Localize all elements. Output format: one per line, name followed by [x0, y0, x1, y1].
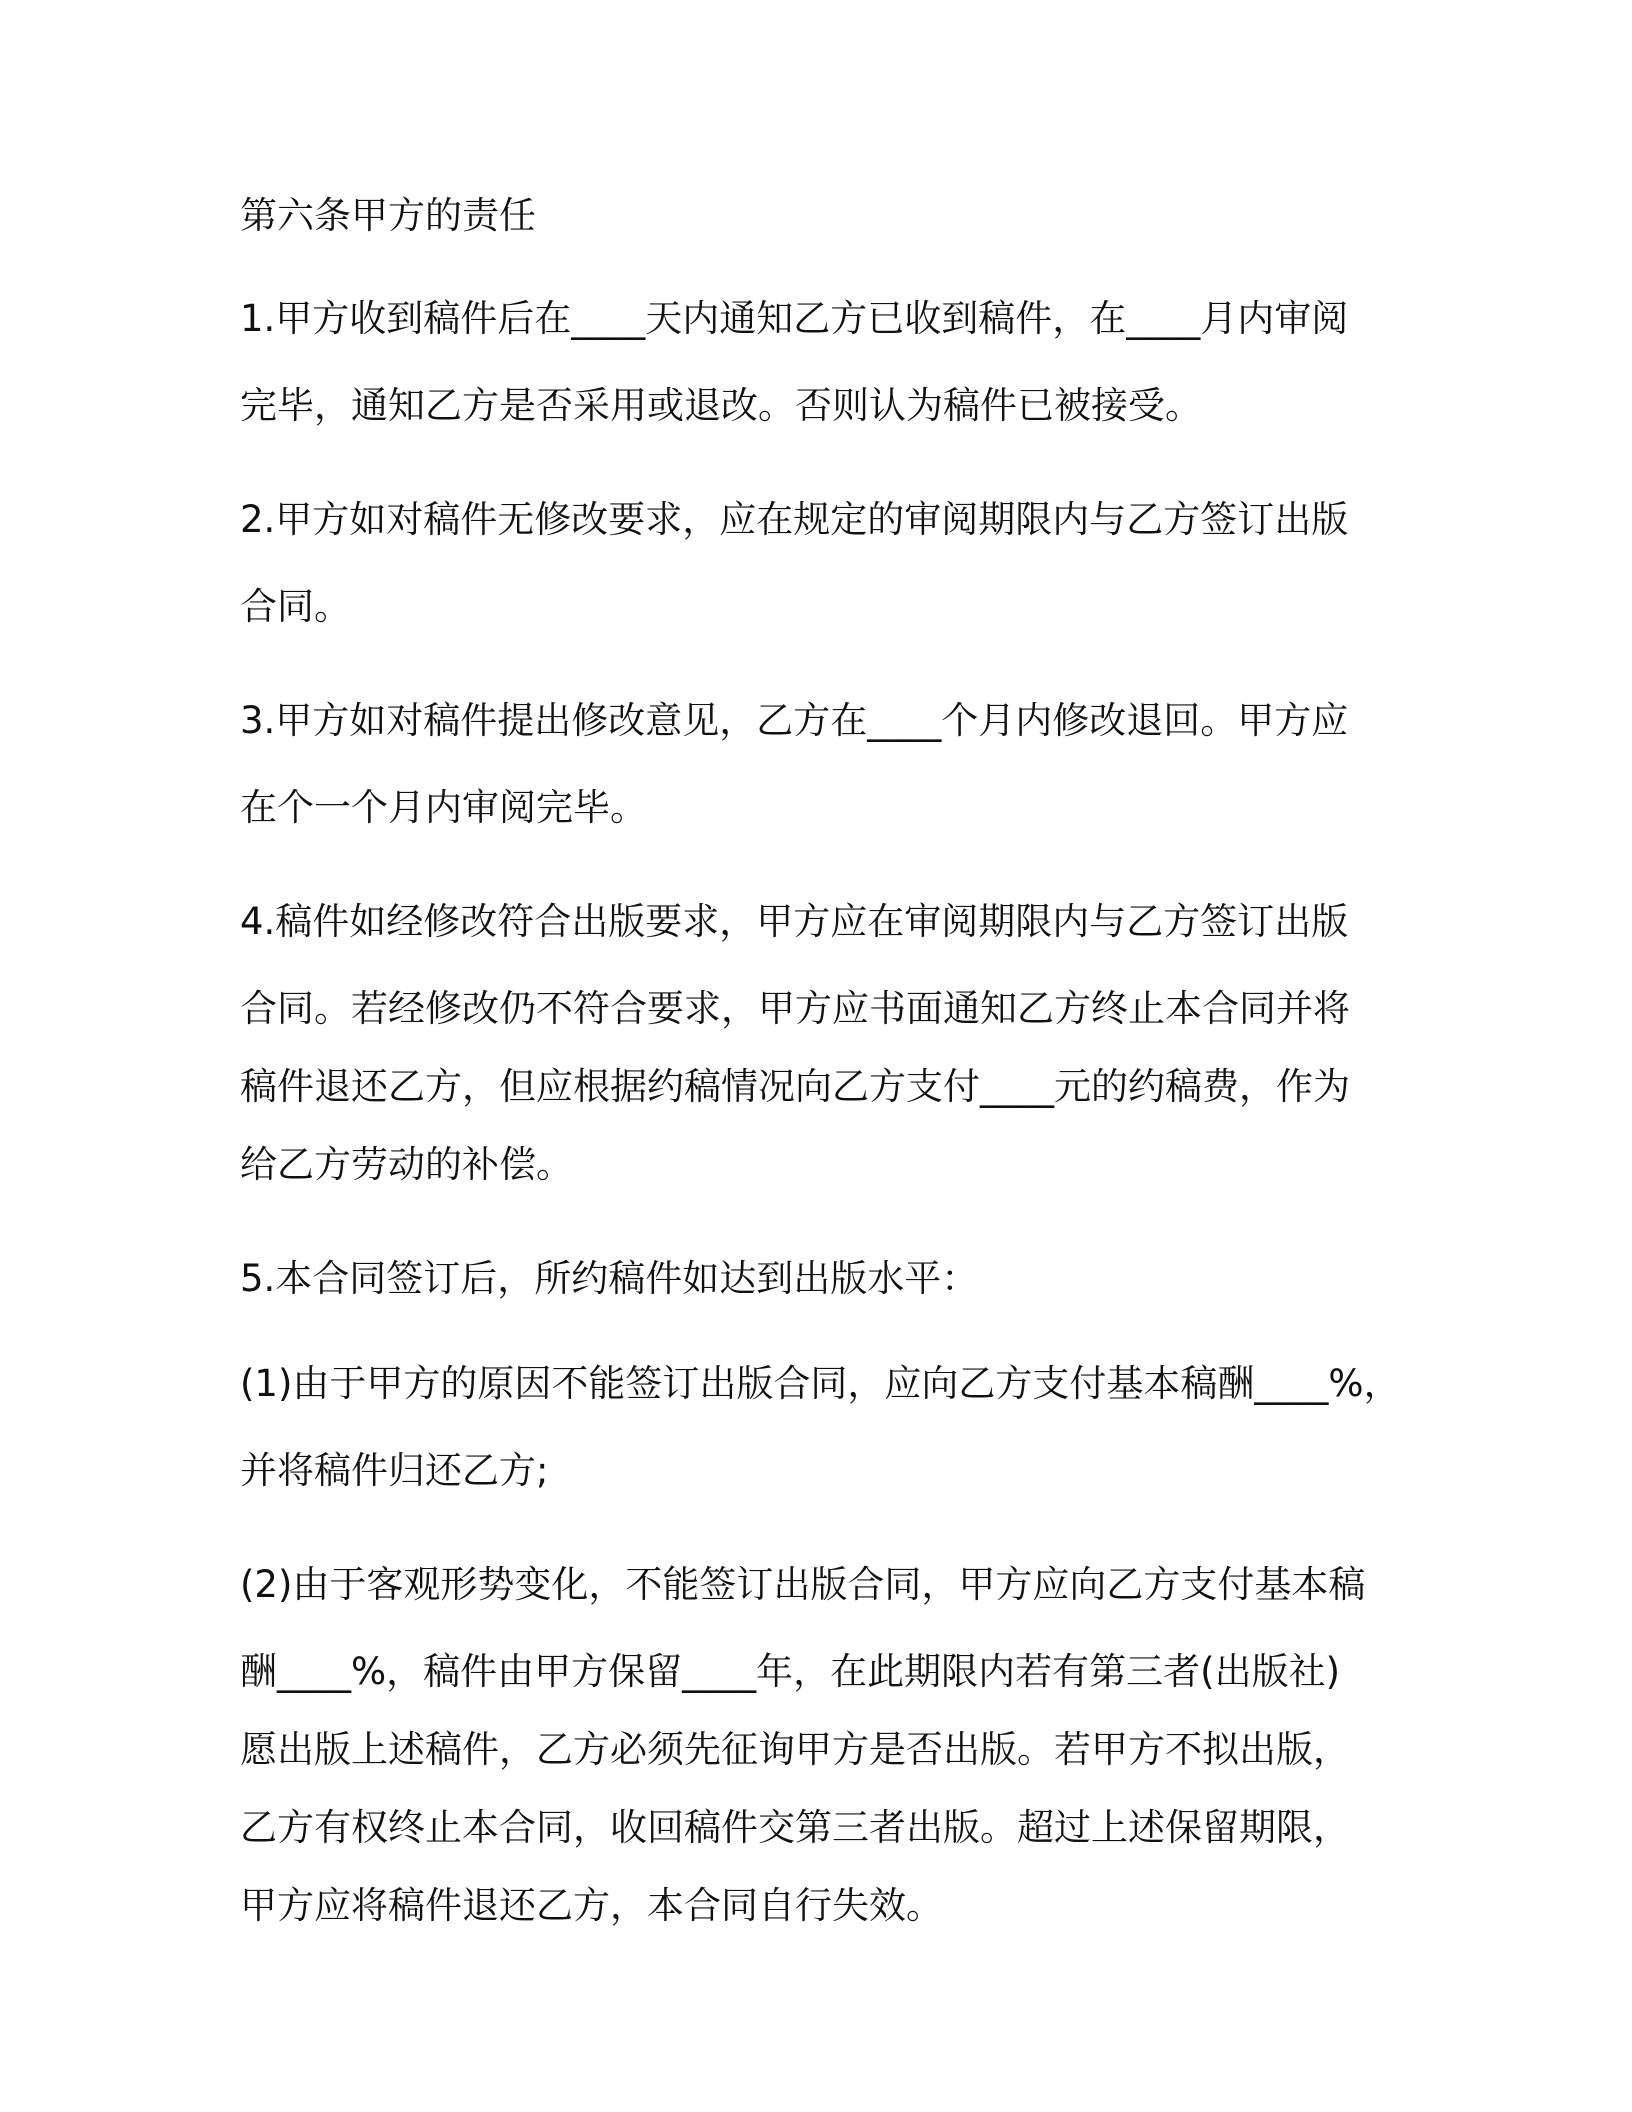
clause-line: (2)由于客观形势变化，不能签订出版合同，甲方应向乙方支付基本稿	[240, 1563, 1366, 1606]
clause-line: 完毕，通知乙方是否采用或退改。否则认为稿件已被接受。	[240, 384, 1202, 427]
clause-line: 3.甲方如对稿件提出修改意见，乙方在____个月内修改退回。甲方应	[240, 699, 1349, 742]
clause-2	[240, 490, 1420, 646]
clause-line: (1)由于甲方的原因不能签订出版合同，应向乙方支付基本稿酬____%，	[240, 1362, 1401, 1405]
clause-line: 1.甲方收到稿件后在____天内通知乙方已收到稿件，在____月内审阅	[240, 297, 1349, 340]
clause-5-item-2	[240, 1555, 1420, 1945]
clause-line: 乙方有权终止本合同，收回稿件交第三者出版。超过上述保留期限，	[240, 1806, 1350, 1849]
clause-line: 合同。	[240, 585, 351, 628]
clause-line: 4.稿件如经修改符合出版要求，甲方应在审阅期限内与乙方签订出版	[240, 900, 1349, 943]
clause-line: 稿件退还乙方，但应根据约稿情况向乙方支付____元的约稿费，作为	[240, 1065, 1350, 1108]
clause-4	[240, 892, 1420, 1204]
clause-line: 2.甲方如对稿件无修改要求，应在规定的审阅期限内与乙方签订出版	[240, 498, 1349, 541]
clause-1	[240, 289, 1420, 445]
clause-3	[240, 691, 1420, 847]
clause-line: 并将稿件归还乙方;	[240, 1449, 549, 1492]
clause-line: 5.本合同签订后，所约稿件如达到出版水平：	[240, 1257, 979, 1300]
clause-line: 给乙方劳动的补偿。	[240, 1143, 573, 1186]
clause-line: 愿出版上述稿件，乙方必须先征询甲方是否出版。若甲方不拟出版，	[240, 1728, 1350, 1771]
clause-5-item-1	[240, 1354, 1420, 1510]
article-heading: 第六条甲方的责任	[240, 194, 536, 237]
clause-line: 酬____%，稿件由甲方保留____年，在此期限内若有第三者(出版社)	[240, 1650, 1341, 1693]
clause-line: 在个一个月内审阅完毕。	[240, 786, 647, 829]
clause-line: 甲方应将稿件退还乙方，本合同自行失效。	[240, 1884, 943, 1927]
clause-5	[240, 1249, 1420, 1309]
document-body	[240, 186, 1420, 1990]
clause-line: 合同。若经修改仍不符合要求，甲方应书面通知乙方终止本合同并将	[240, 987, 1350, 1030]
